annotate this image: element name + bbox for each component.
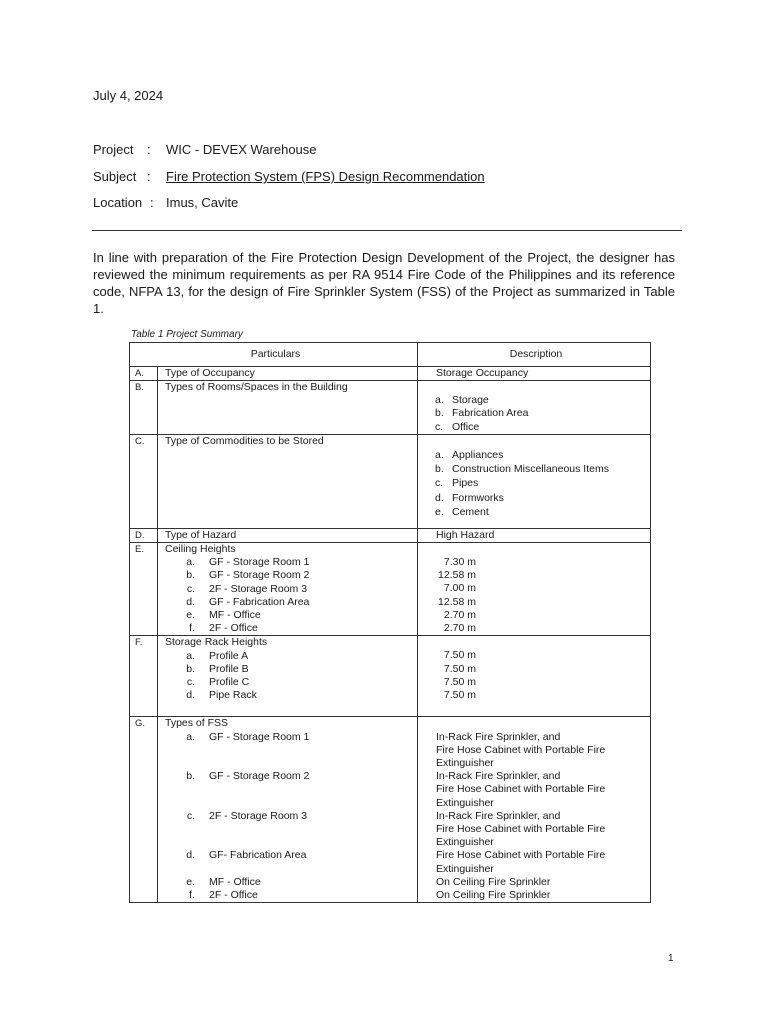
table-row (130, 367, 651, 381)
rack-height-value: 7.50 m (443, 675, 476, 688)
row-letter: D. (130, 528, 158, 542)
list-item: c. Pipes (435, 477, 479, 490)
project-label: Project (93, 142, 134, 157)
project-value: WIC - DEVEX Warehouse (166, 142, 317, 157)
row-title-text: Storage Rack Heights (165, 636, 268, 649)
row-title: Type of Occupancy (158, 367, 418, 381)
row-description (418, 434, 651, 528)
ceiling-height-value: 2.70 m (443, 622, 476, 635)
header-divider (92, 230, 682, 231)
list-item: c. 2F - Storage Room 3 (186, 582, 308, 595)
table-row (130, 636, 651, 717)
row-title (158, 636, 418, 717)
ceiling-height-value: 12.58 m (438, 595, 476, 608)
fss-description: In-Rack Fire Sprinkler, and Fire Hose Cabinet with Portable Fire Extinguisher (436, 770, 606, 809)
list-item: b. GF - Storage Room 2 (186, 770, 310, 783)
table-row (130, 543, 651, 636)
ceiling-height-value: 7.30 m (443, 556, 476, 569)
list-item: f. 2F - Office (189, 622, 258, 635)
list-item: c. Office (435, 420, 480, 433)
list-item: d. Pipe Rack (186, 689, 257, 702)
row-title-text: Types of FSS (165, 717, 229, 730)
row-description (418, 381, 651, 435)
list-item: f. 2F - Office (189, 889, 258, 902)
fss-description: Fire Hose Cabinet with Portable Fire Extinguisher (436, 849, 606, 875)
location-label: Location (93, 195, 143, 210)
row-title (158, 543, 418, 636)
row-description: High Hazard (418, 528, 651, 542)
fss-description: On Ceiling Fire Sprinkler (436, 875, 551, 888)
col-particulars: Particulars (130, 343, 418, 367)
row-title: Type of Hazard (158, 528, 418, 542)
table-row (130, 434, 651, 528)
row-letter: E. (130, 543, 158, 636)
list-item: a. GF - Storage Room 1 (186, 730, 310, 743)
fss-description: In-Rack Fire Sprinkler, and Fire Hose Cabinet with Portable Fire Extinguisher (436, 730, 606, 770)
rack-height-value: 7.50 m (443, 689, 476, 702)
list-item: b. Construction Miscellaneous Items (435, 463, 609, 476)
location-value: Imus, Cavite (166, 195, 239, 210)
ceiling-height-value: 7.00 m (443, 582, 476, 595)
row-title: Types of Rooms/Spaces in the Building (158, 381, 418, 435)
row-letter: F. (130, 636, 158, 717)
row-letter: G. (130, 717, 158, 903)
table-row (130, 381, 651, 435)
ceiling-height-value: 2.70 m (443, 608, 476, 621)
fss-description: On Ceiling Fire Sprinkler (436, 889, 551, 902)
list-item: d. GF - Fabrication Area (186, 595, 310, 608)
table-row (130, 717, 651, 903)
table-caption: Table 1 Project Summary (131, 329, 243, 340)
list-item: a. Profile A (186, 649, 249, 662)
list-item: e. MF - Office (186, 875, 261, 888)
list-item: a. Appliances (435, 448, 504, 461)
list-item: b. Fabrication Area (435, 407, 529, 420)
row-title: Type of Commodities to be Stored (158, 434, 418, 528)
project-colon: : (147, 142, 151, 157)
list-item: c. 2F - Storage Room 3 (186, 809, 308, 822)
row-letter: B. (130, 381, 158, 435)
list-item: b. GF - Storage Room 2 (186, 569, 310, 582)
table-header-row (130, 343, 651, 367)
rack-height-value: 7.50 m (443, 649, 476, 662)
intro-paragraph: In line with preparation of the Fire Protection Design Development of the Project, the designer has reviewed the minimum requirements as per RA 9514 Fire Code of the Philippines and its reference code, NFPA 13, for the design of Fire Sprinkler System (FSS) of the Project as summarized in Table 1. (93, 250, 675, 316)
location-colon: : (150, 195, 154, 210)
ceiling-height-value: 12.58 m (438, 569, 476, 582)
row-letter: C. (130, 434, 158, 528)
row-description: Storage Occupancy (418, 367, 651, 381)
row-title-text: Ceiling Heights (165, 543, 236, 556)
col-description: Description (418, 343, 651, 367)
list-item: b. Profile B (186, 662, 249, 675)
row-description (418, 543, 651, 636)
project-summary-table (129, 342, 651, 903)
subject-label: Subject (93, 169, 137, 184)
row-description (418, 717, 651, 903)
row-title (158, 717, 418, 903)
rack-height-value: 7.50 m (443, 662, 476, 675)
table-row (130, 528, 651, 542)
list-item: a. Storage (435, 394, 489, 407)
list-item: a. GF - Storage Room 1 (186, 556, 310, 569)
list-item: d. GF- Fabrication Area (186, 849, 307, 862)
fss-description: In-Rack Fire Sprinkler, and Fire Hose Cabinet with Portable Fire Extinguisher (436, 809, 606, 849)
subject-value: Fire Protection System (FPS) Design Recommendation (166, 169, 485, 184)
row-description (418, 636, 651, 717)
list-item: d. Formworks (435, 491, 504, 504)
list-item: e. Cement (435, 506, 489, 518)
subject-colon: : (147, 169, 151, 184)
list-item: c. Profile C (186, 676, 250, 689)
page-number: 1 (668, 953, 674, 964)
row-letter: A. (130, 367, 158, 381)
list-item: e. MF - Office (186, 609, 261, 622)
letter-date: July 4, 2024 (93, 88, 164, 103)
